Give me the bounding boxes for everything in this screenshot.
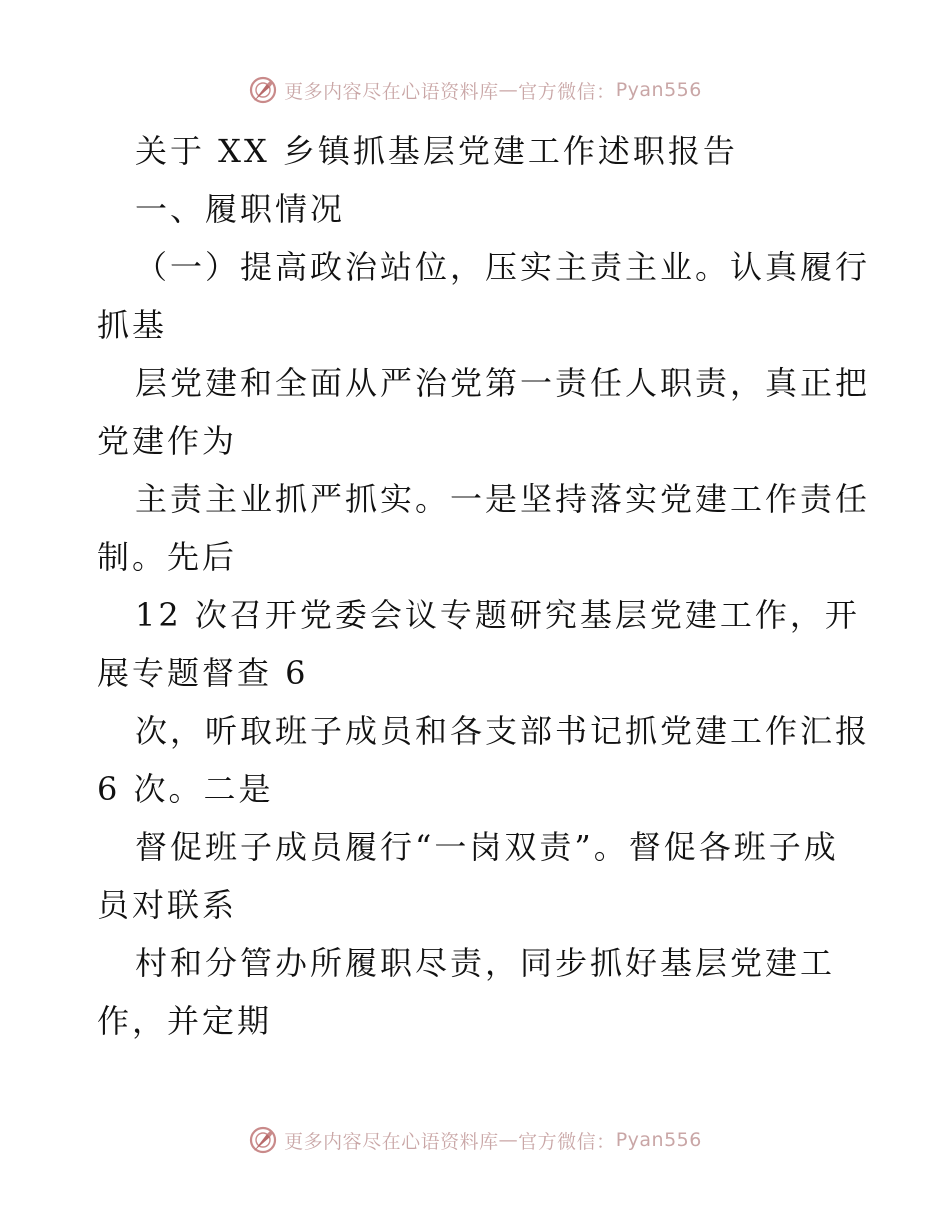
text-line: 次，听取班子成员和各支部书记抓党建工作汇报 <box>135 712 871 750</box>
text-line: 12 次召开党委会议专题研究基层党建工作，开 <box>135 596 860 634</box>
text-line: 作，并定期 <box>97 1002 273 1040</box>
watermark-label: 官方微信： <box>518 1130 616 1153</box>
watermark-label: 官方微信： <box>518 80 616 103</box>
text-line: 关于 XX 乡镇抓基层党建工作述职报告 <box>135 132 738 170</box>
text-line: 主责主业抓严抓实。一是坚持落实党建工作责任 <box>135 480 871 518</box>
text-line: 展专题督查 6 <box>97 654 309 692</box>
text-line: 抓基 <box>97 306 168 344</box>
footer-watermark <box>0 1122 950 1158</box>
text-line: 村和分管办所履职尽责，同步抓好基层党建工 <box>135 944 836 982</box>
watermark-brand: 更多内容尽在心语资料库 <box>284 1130 499 1153</box>
watermark-dash: — <box>498 1129 519 1151</box>
text-line: 督促班子成员履行“一岗双责”。督促各班子成 <box>135 828 839 866</box>
pen-circle-logo-icon <box>248 75 278 105</box>
pen-circle-logo-icon <box>248 1125 278 1155</box>
text-line: 6 次。二是 <box>97 770 274 808</box>
text-line: 一、履职情况 <box>135 190 346 228</box>
text-line: 层党建和全面从严治党第一责任人职责，真正把 <box>135 364 871 402</box>
watermark-handle: Pyan556 <box>615 1129 702 1151</box>
text-line: 员对联系 <box>97 886 238 924</box>
header-watermark <box>0 72 950 108</box>
watermark-brand: 更多内容尽在心语资料库 <box>284 80 499 103</box>
text-line: （一）提高政治站位，压实主责主业。认真履行 <box>135 248 871 286</box>
text-line: 制。先后 <box>97 538 238 576</box>
watermark-handle: Pyan556 <box>615 79 702 101</box>
watermark-dash: — <box>498 79 519 101</box>
text-line: 党建作为 <box>97 422 238 460</box>
document-body <box>97 122 871 1050</box>
